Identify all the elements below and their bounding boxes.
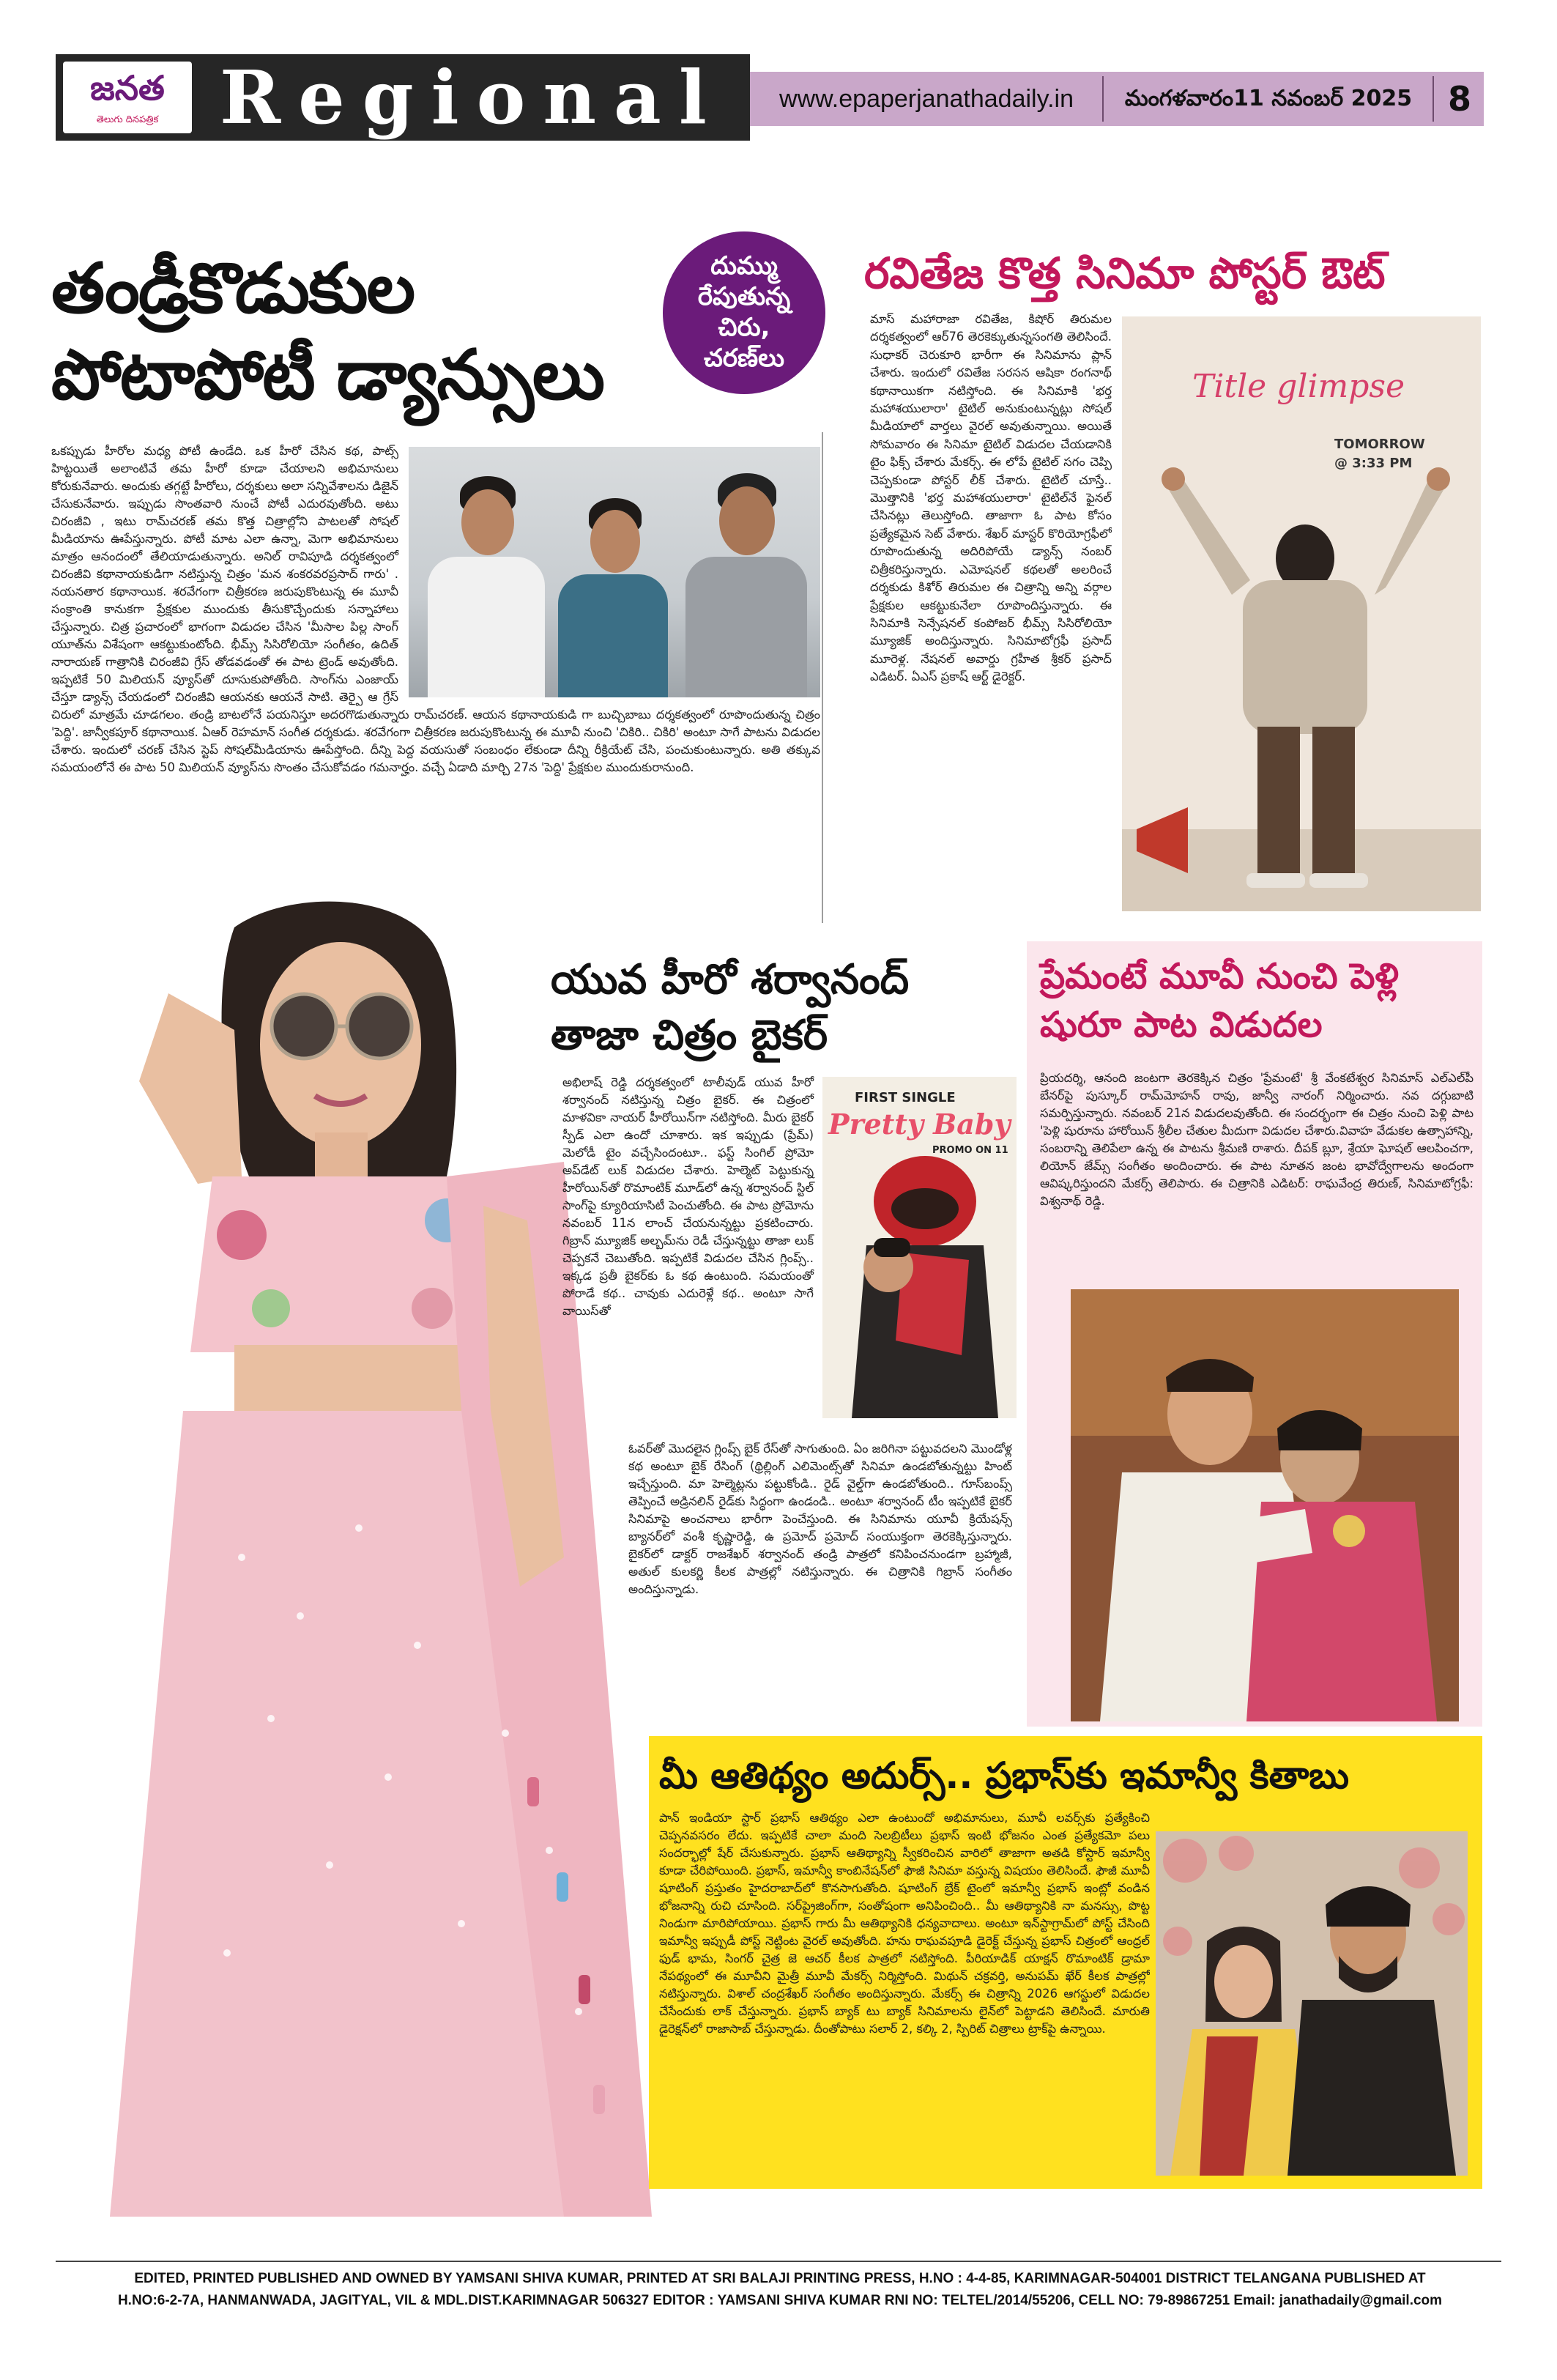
poster-time: @ 3:33 PM xyxy=(1334,456,1413,471)
poster-artwork xyxy=(1122,316,1481,911)
poster-song-title: Pretty Baby xyxy=(828,1108,1011,1141)
section-title: Regional xyxy=(220,54,724,141)
imprint-footer xyxy=(66,2268,1494,2334)
issue-date: మంగళవారం11 నవంబర్ 2025 xyxy=(1124,86,1413,111)
photo-artwork xyxy=(1156,1831,1468,2176)
newspaper-logo xyxy=(63,62,192,133)
photo-artwork xyxy=(1071,1289,1459,1721)
column-divider xyxy=(822,432,823,923)
story3-body-top-container xyxy=(562,1074,1017,1440)
story1-headline: తండ్రీకొడుకుల పోటాపోటీ డ్యాన్సులు xyxy=(51,249,604,415)
story1-body-text: ఒకప్పుడు హీరోల మధ్య పోటీ ఉండేది. ఒక హీరో చేసిన కథ, పాట్స్‌ హిట్టయితే అలాంటివే తమ హీరో కూడా చేయాలని అభిమానులు కోరుకునేవారు. అందుకు తగ్గట్టే హీరోలు, దర్శకులు అలా సన్నివేశాలను డిజైన్‌ చేసుకునేవారు. ఇప్పుడు సొంతవారి నుంచే పోటీ ఎదురవుతోంది. అటు చిరంజీవి , ఇటు రామ్‌చరణ్‌ తమ కొత్త చిత్రాల్లోని పాటలతో సోషల్‌ మీడియాను ఊపేస్తున్నారు. పోటీ మాట ఎలా ఉన్నా, మెగా అభిమానులు మాత్రం ఆనందంలో తేలియాడుతున్నారు. అనిల్‌ రావిపూడి దర్శకత్వంలో చిరంజీవి కథానాయకుడిగా నటిస్తున్న చిత్రం 'మన శంకరవరప్రసాద్‌ గారు' . నయనతార కథానాయిక. శరవేగంగా చిత్రీకరణ జరుపుకొంటున్న ఈ మూవీ సంక్రాంతి కానుకగా ప్రేక్షకుల ముందుకు తీసుకొచ్చేందుకు సన్నాహాలు చేస్తున్నారు. చిత్ర ప్రచారంలో భాగంగా విడుదల చేసిన 'మీసాల పిల్ల సాంగ్‌ యూత్‌ను విశేషంగా ఆకట్టుకుంటోంది. భీమ్స్‌ సిసిరోలియో సంగీతం, ఉదిత్‌ నారాయణ్‌ గాత్రానికి చిరంజీవి గ్రేస్‌ తోడవడంతో ఈ పాట ట్రెండ్‌ అవుతోంది. ఇప్పటికే 50 మిలియన్‌ వ్యూస్‌తో దూసుకుపోతోంది. సాంగ్‌ను ఎంజాయ్‌ చేస్తూ డ్యాన్స్‌ చేయడంలో చిరంజీవి ఆయనకు ఆయనే సాటి. తెర్పై ఆ గ్రేస్‌ చిరులో మాత్రమే చూడగలం. తండ్రి బాటలోనే పయనిస్తూ అదరగొడుతున్నారు రామ్‌చరణ్‌. ఆయన కథానాయకుడి గా బుచ్చిబాబు దర్శకత్వంలో రూపొందుతున్న చిత్రం 'పెద్ది'. జాన్వీకపూర్‌ కథానాయిక. ఏఆర్‌ రెహమాన్‌ సంగీత దర్శకుడు. శరవేగంగా చిత్రీకరణ జరుపుకొంటున్న ఈ మూవీ నుంచి 'చికిరి.. చికిరి' అంటూ సాగే పాటను విడుదల చేశారు. ఇందులో చరణ్‌ చేసిన స్టెప్‌ సోషల్‌మీడియాను ఊపేస్తోంది. దీన్ని పెద్ద వయసుతో సంబంధం లేకుండా దీన్ని రీక్రియేట్‌ చేసి, పంచుకుంటున్నారు. అతి తక్కువ సమయంలోనే ఈ పాట 50 మిలియన్‌ వ్యూస్‌ను సొంతం చేసుకోవడం గమనార్హం. వచ్చే ఏడాది మార్చి 27న 'పెద్ది' ప్రేక్షకుల ముందుకురానుంది. xyxy=(51,444,820,774)
logo-subtext: తెలుగు దినపత్రిక xyxy=(96,114,159,125)
divider xyxy=(1102,76,1104,122)
actress-illustration xyxy=(51,898,652,2217)
story5-body: పాన్‌ ఇండియా స్టార్‌ ప్రభాస్‌ ఆతిథ్యం ఎలా ఉంటుందో అభిమానులు, మూవీ లవర్స్‌కు ప్రత్యేకించి చెప్పనవసరం లేదు. ఇప్పటికే చాలా మంది సెలబ్రిటీలు ప్రభాస్‌ ఇంటి భోజనం ఎంత ప్రత్యేకమో పలు సందర్భాల్లో షేర్‌ చేసుకున్నారు. ప్రభాస్‌ ఆతిథ్యాన్ని స్వీకరించిన వారిలో తాజాగా అతడి కోస్టార్‌ ఇమాన్వీ కూడా చేరిపోయింది. ప్రభాస్‌, ఇమాన్వీ కాంబినేషన్‌లో ఫౌజీ సినిమా వస్తున్న విషయం తెలిసిందే. ఫౌజీ మూవీ షూటింగ్‌ ప్రస్తుతం హైదరాబాద్‌లో కొనసాగుతోంది. షూటింగ్‌ బ్రేక్‌ టైంలో ఇమాన్వీ ప్రభాస్‌ ఇంట్లో వండిన భోజనాన్ని రుచి చూసింది. సర్‌ప్రైజింగ్‌గా, సంతోషంగా అనిపించింది.. మీ ఆతిథ్యానికి నా మనస్సు, పొట్ట నిండుగా మారిపోయాయి. ప్రభాస్‌ గారు మీ ఆతిథ్యానికి ధన్యవాదాలు. అంటూ ఇన్‌స్టాగ్రామ్‌లో పోస్ట్‌ చేసింది ఇమాన్వీ ఇప్పుడీ పోస్ట్‌ నెట్టింట వైరల్‌ అవుతోంది. హను రాఘవపూడి డైరెక్ట్‌ చేస్తున్న ప్రభాస్‌ చిత్రంలో ఆంధ్రల్‌ ఫుడ్‌ భామ, సింగర్‌ చైత్ర జె ఆచర్‌ కీలక పాత్రలో నటిస్తోంది. పీరియాడిక్‌ యాక్షన్‌ రొమాంటిక్‌ డ్రామా నేపథ్యంలో ఈ మూవీని మైత్రీ మూవీ మేకర్స్‌ నిర్మిస్తోంది. మిథున్‌ చక్రవర్తి, అనుపమ్‌ ఖేర్‌ కీలక పాత్రల్లో నటిస్తున్నారు. విశాల్‌ చంద్రశేఖర్‌ సంగీతం అందిస్తున్నారు. మేకర్స్‌ ఈ చిత్రాన్ని 2026 ఆగస్టులో విడుదల చేసేందుకు లాక్‌ చేస్తున్నారు. ప్రభాస్‌ బ్యాక్‌ టు బ్యాక్‌ సినిమాలను లైన్‌లో పెట్టాడని తెలిసిందే. మారుతి డైరెక్షన్‌లో రాజాసాబ్‌ చేస్తున్నాడు. దీంతోపాటు సలార్‌ 2, కల్కి 2, స్పిరిట్‌ చిత్రాలు ట్రాక్‌పై ఉన్నాయి. xyxy=(659,1811,1150,2036)
story3-body-top-text: అభిలాష్‌ రెడ్డి దర్శకత్వంలో టాలీవుడ్‌ యువ హీరో శర్వానంద్‌ నటిస్తున్న చిత్రం బైకర్‌. ఈ చిత్రంలో మాళవికా నాయర్‌ హీరోయిన్‌గా నటిస్తోంది. మీరు బైకర్‌ స్పీడ్‌ ఎలా ఉందో చూశారు. ఇక ఇప్పుడు (ప్రేమ్‌) మెలోడీ టైం వచ్చేసిందంటూ.. ఫస్ట్‌ సింగిల్‌ ప్రోమో అప్‌డేట్‌ లుక్‌ విడుదల చేశారు. హెల్మెట్‌ పెట్టుకున్న హీరోయిన్‌తో రొమాంటిక్‌ మూడ్‌లో ఉన్న శర్వానంద్‌ స్టిల్‌ సాంగ్‌పై క్యూరియాసిటీ పెంచుతోంది. ఈ పాట ప్రోమోను నవంబర్‌ 11న లాంచ్‌ చేయనున్నట్టు ప్రకటించారు. గిబ్రాన్‌ మ్యూజిక్‌ అల్బమ్‌ను రెడీ చేస్తున్నట్టు తాజా లుక్‌ చెప్పకనే చెబుతోంది. ఇప్పటికే విడుదల చేసిన గ్లింప్స్‌.. ఇక్కడ ప్రతీ బైకర్‌కు ఓ కథ ఉంటుంది. సమయంతో పోరాడే కథ.. చావుకు ఎదురెళ్లే కథ.. అంటూ సాగే వాయిస్‌తో xyxy=(562,1075,814,1318)
actress-photo xyxy=(51,898,652,2217)
story2-body: మాస్‌ మహారాజా రవితేజ, కిషోర్‌ తిరుమల దర్శకత్వంలో ఆర్‌76 తెరకెక్కుతున్నసంగతి తెలిసిందే. సుధాకర్‌ చెరుకూరి భారీగా ఈ సినిమాను ప్లాన్‌ చేశారు. ఇందులో రవితేజ సరసన ఆషికా రంగనాథ్‌ కథానాయికగా నటిస్తోంది. ఈ సినిమాకి 'భర్త మహాశయులారా' టైటిల్‌ అనుకుంటున్నట్లు సోషల్‌ మీడియాలో వార్తలు వైరల్‌ అవుతున్నాయి. అయితే సోమవారం ఈ సినిమా టైటిల్‌ విడుదల చేయడానికి టైం ఫిక్స్‌ చేశారు మేకర్స్‌. ఈ లోపే టైటిల్‌ సగం చెప్పి చెప్పకుండా పోస్టర్‌ లీక్‌ చేశారు. టైటిల్‌ చూస్తే.. మొత్తానికి 'భర్త మహాశయులారా' టైటిల్‌నే ఫైనల్‌ చేసినట్లు తెలుస్తోంది. తాజాగా ఓ పాట కోసం ప్రత్యేకమైన సెట్‌ వేశారు. శేఖర్‌ మాస్టర్‌ కొరియోగ్రఫీలో రూపొందుతున్న అదిరిపోయే డ్యాన్స్‌ నంబర్‌ చిత్రీకరిస్తున్నారు. ఎమోషనల్‌ కథలతో అలరించే దర్శకుడు కిశోర్‌ తిరుమల ఈ చిత్రాన్ని అన్ని వర్గాల ప్రేక్షకుల ఆకట్టుకునేలా రూపొందిస్తున్నారు. ఈ సినిమాకి సెన్సేషనల్‌ కంపోజర్‌ భీమ్స్‌ సిసిరోలియో మ్యూజిక్‌ అందిస్తున్నారు. సినిమాటోగ్రఫీ ప్రసాద్‌ మూరెళ్ల. నేషనల్‌ అవార్డు గ్రహీత శ్రీకర్‌ ప్రసాద్‌ ఎడిటర్‌. ఏఎస్‌ ప్రకాష్‌ ఆర్ట్‌ డైరెక్టర్‌. xyxy=(870,312,1112,684)
story1-photo xyxy=(409,447,820,697)
footer-divider xyxy=(56,2261,1501,2262)
poster-artwork xyxy=(822,1077,1017,1418)
story3-movie-poster xyxy=(822,1077,1017,1418)
poster-first-single: FIRST SINGLE xyxy=(855,1090,956,1105)
story3-headline: యువ హీరో శర్వానంద్‌ తాజా చిత్రం బైకర్‌ xyxy=(551,956,910,1059)
logo-text: జనత xyxy=(90,68,165,108)
imprint-line-2: H.NO:6-2-7A, HANMANWADA, JAGITYAL, VIL & MDL.DIST.KARIMNAGAR 506327 EDITOR : YAMSANI SHIVA KUMAR RNI NO: TELTEL/2014/55206, CELL NO: 79-89867251 Email: janathadaily@gmail.com xyxy=(117,2293,1443,2308)
story5-headline: మీ ఆతిథ్యం అదుర్స్‌.. ప్రభాస్‌కు ఇమాన్వీ కితాబు xyxy=(659,1754,1350,1797)
story2-movie-poster xyxy=(1122,316,1481,911)
page-number: 8 xyxy=(1447,79,1471,119)
story1-body-container xyxy=(51,442,820,933)
story1-badge-text: దుమ్ము రేపుతున్న చిరు, చరణ్‌లు xyxy=(697,251,791,373)
story4-couple-photo xyxy=(1071,1289,1459,1721)
imprint-line-1: EDITED, PRINTED PUBLISHED AND OWNED BY YAMSANI SHIVA KUMAR, PRINTED AT SRI BALAJI PRINTING PRESS, H.NO : 4-4-85, KARIMNAGAR-504001 DISTRICT TELANGANA PUBLISHED AT xyxy=(134,2271,1426,2286)
story4-headline: ప్రేమంటే మూవీ నుంచి పెళ్లి షురూ పాట విడుదల xyxy=(1040,956,1399,1045)
story5-photo xyxy=(1156,1831,1468,2176)
story3-body-bottom: ఓవర్‌తో మొదలైన గ్లింప్స్‌ బైక్‌ రేస్‌తో సాగుతుంది. ఏం జరిగినా పట్టువదలని మొండోళ్ల కథ అంటూ బైక్‌ రేసింగ్‌ (థ్రిల్లింగ్‌ ఎలిమెంట్స్‌తో సినిమా ఉండబోతున్నట్టు హింట్‌ ఇచ్చేస్తుంది. మా హెల్మెట్లను పట్టుకోండి.. రైడ్‌ వైల్డ్‌గా ఉండబోతుంది.. గూస్‌బంప్స్‌ తెప్పించే అడ్రినలిన్‌ రైడ్‌కు సిద్ధంగా ఉండండి.. అంటూ శర్వానంద్‌ టీం ఇప్పటికే బైకర్‌ సినిమాపై అంచనాలు భారీగా పెంచేస్తుంది. ఈ సినిమాను యూవీ క్రియేషన్స్‌ బ్యానర్‌లో వంశీ కృష్ణారెడ్డి, ఉ ప్రమోద్‌ ప్రమోద్‌ సంయుక్తంగా తెరకెక్కిస్తున్నారు. బైకర్‌లో డాక్టర్‌ రాజశేఖర్‌ శర్వానంద్‌ తండ్రి పాత్రలో కనిపించనుండగా బ్రహ్మాజీ, అతుల్‌ కులకర్ణి కీలక పాత్రల్లో నటిస్తున్నారు. ఈ చిత్రానికి గిబ్రాన్‌ సంగీతం అందిస్తున్నాడు. xyxy=(628,1442,1012,1596)
story4-body: ప్రియదర్శి, ఆనంది జంటగా తెరకెక్కిన చిత్రం 'ప్రేమంటే' శ్రీ వేంకటేశ్వర సినిమాస్‌ ఎల్‌ఎల్‌పీ బేనర్‌పై పుస్కూర్‌ రామ్‌మోహన్‌ రావు, జాన్వీ నారంగ్‌ నిర్మించారు. నవ దగ్గుబాటి సమర్పిస్తున్నారు. నవంబర్‌ 21న విడుదలవుతోంది. ఈ సందర్భంగా ఈ చిత్రం నుంచి పెళ్లి పాట 'పెళ్లి షురూను హారోయిన్‌ శ్రీలీల చేతుల మీదుగా విడుదల చేశారు.వివాహ వేడుకల ఉత్సాహాన్ని, సంబరాన్ని తెలిపేలా ఉన్న ఈ పాటను శ్రీమణి రాశారు. దీపక్‌ బ్లూ, శ్రేయా ఘోషల్‌ ఆలపించగా, లియోన్‌ జేమ్స్‌ సంగీతం అందించారు. ఈ పాట నూతన జంట భావోద్వేగాలను అందంగా ఆవిష్కరిస్తుందని మేకర్స్‌ తెలిపారు. ఈ చిత్రానికి ఎడిటర్‌: రాఘవేంద్ర తిరుణ్‌, సినిమాటోగ్రఫీ: విశ్వనాథ్‌ రెడ్డి. xyxy=(1040,1071,1474,1208)
divider xyxy=(1432,76,1434,122)
poster-tomorrow: TOMORROW xyxy=(1334,437,1425,452)
poster-title-small: Title glimpse xyxy=(1192,368,1405,405)
story2-headline: రవితేజ కొత్త సినిమా పోస్టర్‌ ఔట్‌ xyxy=(864,248,1386,298)
poster-promo-date: PROMO ON 11 xyxy=(932,1145,1008,1156)
website-url[interactable]: www.epaperjanathadaily.in xyxy=(779,85,1074,113)
